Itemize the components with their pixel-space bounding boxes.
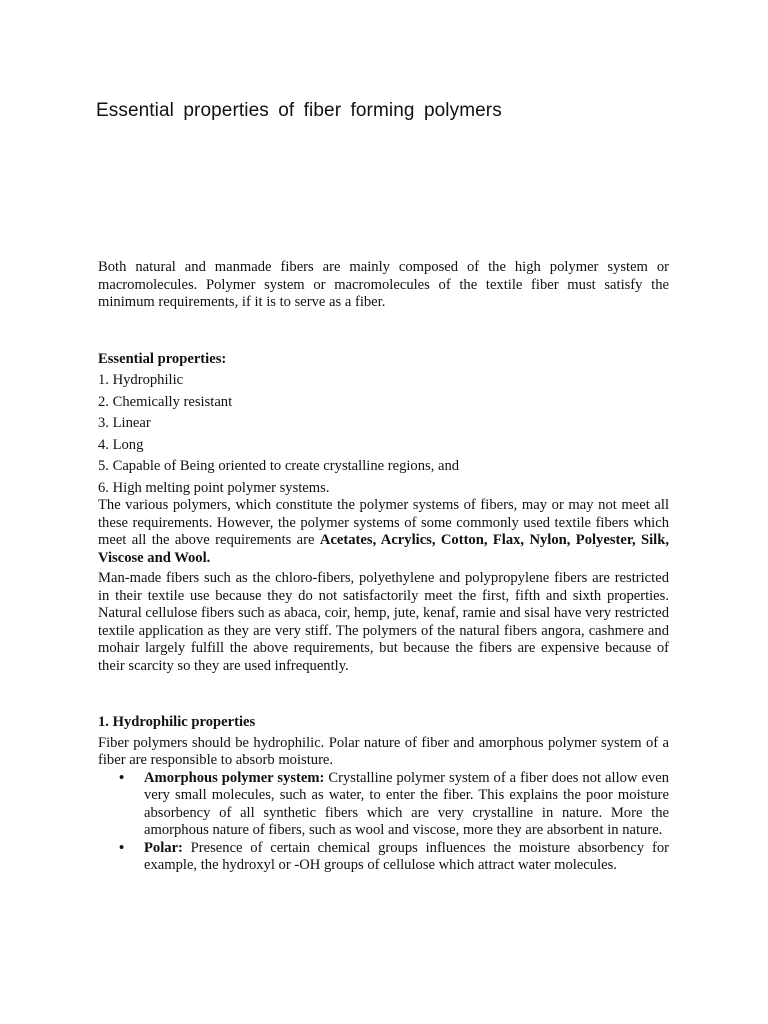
document-title: Essential properties of fiber forming polymers: [96, 100, 502, 121]
manmade-fibers-paragraph: Man-made fibers such as the chloro-fibers, polyethylene and polypropylene fibers are restricted in their textile use because they do not satisfactorily meet the first, fifth and sixth properties. Natural cellulose fibers such as abaca, coir, hemp, jute, kenaf, ramie and sisal have very restricted textile application as they are very stiff. The polymers of the natural fibers angora, cashmere and mohair largely fulfill the above requirements, but because the fibers are expensive because of their scarcity so they are used infrequently.: [98, 570, 669, 674]
hydrophilic-heading: 1. Hydrophilic properties: [98, 714, 256, 730]
bullet-marker: •: [119, 769, 125, 786]
bullet-text: Presence of certain chemical groups influences the moisture absorbency for example, the hydroxyl or -OH groups of cellulose which attract water molecules.: [144, 839, 669, 873]
property-item: 5. Capable of Being oriented to create crystalline regions, and: [98, 458, 460, 474]
various-polymers-paragraph: [98, 497, 669, 567]
property-item: 2. Chemically resistant: [98, 393, 233, 410]
property-item: 6. High melting point polymer systems.: [98, 479, 330, 496]
intro-paragraph: Both natural and manmade fibers are mainly composed of the high polymer system or macromolecules. Polymer system or macromolecules of the textile fiber must satisfy the minimum requirements, if it is to serve as a fiber.: [98, 259, 669, 310]
property-item: 4. Long: [98, 436, 144, 453]
bullet-text: Crystalline polymer system of a fiber does not allow even very small molecules, such as water, to enter the fiber. This explains the poor moisture absorbency of all synthetic fibers which are very crystalline in nature. More the amorphous nature of fibers, such as wool and viscose, more they are absorbent in nature.: [144, 769, 669, 838]
property-item: 3. Linear: [98, 415, 151, 431]
property-item: 1. Hydrophilic: [98, 372, 184, 388]
essential-properties-list: [98, 372, 669, 497]
bullet-marker: •: [119, 839, 125, 856]
hydrophilic-bullets: [98, 770, 669, 875]
fiber-examples-list: Acetates, Acrylics, Cotton, Flax, Nylon, Polyester, Silk, Viscose and Wool.: [98, 532, 669, 566]
essential-properties-heading: Essential properties:: [98, 350, 227, 367]
bullet-term: Amorphous polymer system:: [144, 769, 325, 786]
bullet-item-polar: [98, 840, 669, 875]
various-polymers-text: The various polymers, which constitute the polymer systems of fibers, may or may not meet all these requirements. However, the polymer systems of some commonly used textile fibers which meet all the above requirements are: [98, 497, 669, 548]
bullet-term: Polar:: [144, 839, 183, 856]
hydrophilic-paragraph: Fiber polymers should be hydrophilic. Polar nature of fiber and amorphous polymer system of a fiber are responsible to absorb moisture.: [98, 734, 669, 768]
bullet-item-amorphous: [98, 770, 669, 840]
document-body: [98, 259, 669, 875]
